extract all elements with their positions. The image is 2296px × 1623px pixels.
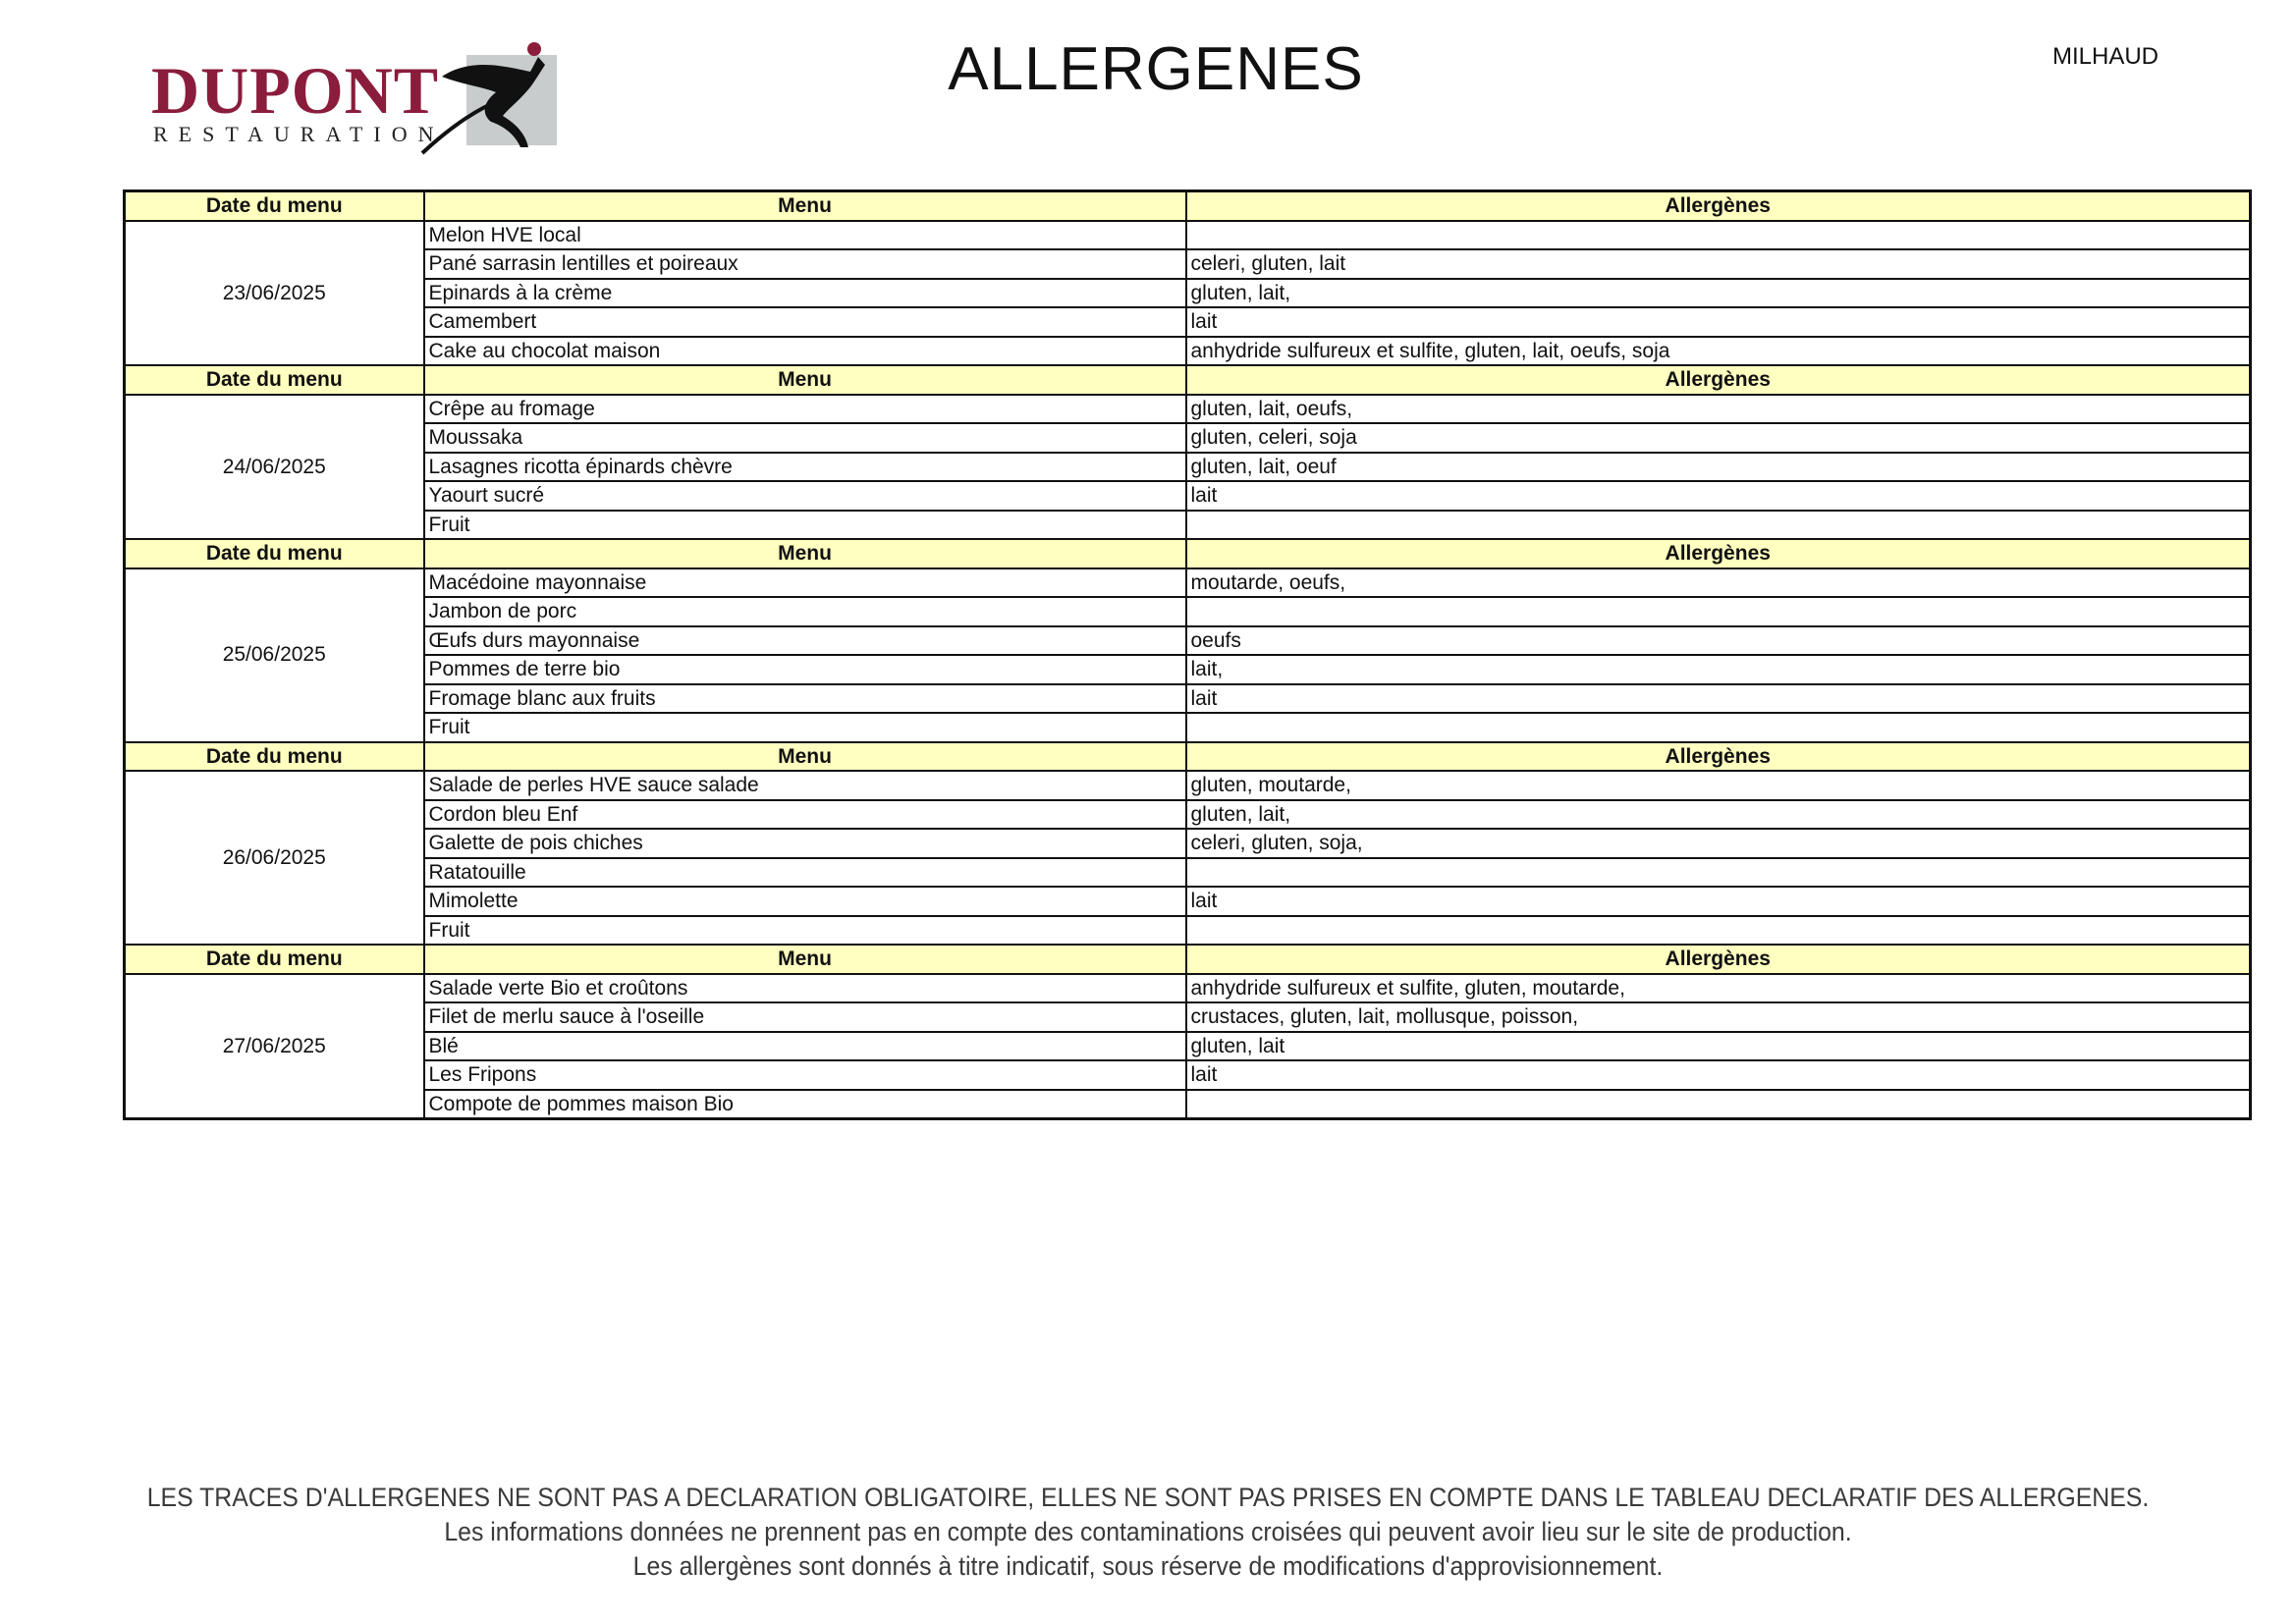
page-title: ALLERGENES	[948, 35, 1364, 103]
menu-allergens: gluten, lait	[1186, 1032, 2251, 1061]
table-row	[125, 221, 2251, 250]
menu-item: Les Fripons	[424, 1060, 1186, 1090]
table-row	[125, 337, 2251, 366]
logo-subtitle: RESTAURATION	[153, 122, 445, 146]
menu-allergens: crustaces, gluten, lait, mollusque, poisson,	[1186, 1002, 2251, 1032]
menu-allergens: lait	[1186, 307, 2251, 337]
menu-allergens	[1186, 1090, 2251, 1119]
header-allergens: Allergènes	[1186, 742, 2251, 772]
table-row	[125, 249, 2251, 279]
menu-allergens	[1186, 858, 2251, 888]
table-row	[125, 1060, 2251, 1090]
header-allergens: Allergènes	[1186, 539, 2251, 568]
header-menu: Menu	[424, 742, 1186, 772]
menu-allergens	[1186, 511, 2251, 540]
header-allergens: Allergènes	[1186, 945, 2251, 974]
menu-item: Salade de perles HVE sauce salade	[424, 771, 1186, 800]
menu-allergens: gluten, lait,	[1186, 800, 2251, 830]
menu-allergens: celeri, gluten, lait	[1186, 249, 2251, 279]
menu-allergens: lait	[1186, 887, 2251, 916]
menu-item: Epinards à la crème	[424, 279, 1186, 308]
header-menu: Menu	[424, 945, 1186, 974]
menu-allergens	[1186, 221, 2251, 250]
menu-item: Pané sarrasin lentilles et poireaux	[424, 249, 1186, 279]
menu-item: Blé	[424, 1032, 1186, 1061]
header-allergens: Allergènes	[1186, 365, 2251, 395]
footer-note-traces: LES TRACES D'ALLERGENES NE SONT PAS A DECLARATION OBLIGATOIRE, ELLES NE SONT PAS PRISES EN COMPTE DANS LE TABLEAU DECLARATIF DES ALLERGENES.	[146, 1483, 2150, 1512]
table-row	[125, 829, 2251, 858]
site-name: MILHAUD	[2052, 43, 2159, 70]
menu-allergens: celeri, gluten, soja,	[1186, 829, 2251, 858]
table-row	[125, 713, 2251, 742]
menu-item: Yaourt sucré	[424, 481, 1186, 511]
menu-allergens: lait	[1186, 684, 2251, 714]
table-header-row	[125, 365, 2251, 395]
table-row	[125, 800, 2251, 830]
table-row	[125, 626, 2251, 656]
header-menu: Menu	[424, 539, 1186, 568]
menu-item: Camembert	[424, 307, 1186, 337]
menu-item: Fruit	[424, 713, 1186, 742]
menu-item: Fromage blanc aux fruits	[424, 684, 1186, 714]
allergen-table	[123, 189, 2252, 1120]
menu-item: Filet de merlu sauce à l'oseille	[424, 1002, 1186, 1032]
header-menu: Menu	[424, 191, 1186, 221]
header-date: Date du menu	[125, 945, 424, 974]
table-row	[125, 597, 2251, 626]
menu-allergens	[1186, 713, 2251, 742]
menu-item: Fruit	[424, 916, 1186, 946]
table-row	[125, 916, 2251, 946]
header-date: Date du menu	[125, 539, 424, 568]
menu-date: 24/06/2025	[125, 395, 424, 540]
menu-item: Jambon de porc	[424, 597, 1186, 626]
menu-item: Cake au chocolat maison	[424, 337, 1186, 366]
table-header-row	[125, 539, 2251, 568]
menu-allergens: gluten, lait,	[1186, 279, 2251, 308]
header-allergens: Allergènes	[1186, 191, 2251, 221]
menu-date: 25/06/2025	[125, 568, 424, 742]
header-date: Date du menu	[125, 365, 424, 395]
table-header-row	[125, 742, 2251, 772]
menu-allergens: oeufs	[1186, 626, 2251, 656]
menu-allergens: moutarde, oeufs,	[1186, 568, 2251, 598]
menu-allergens	[1186, 916, 2251, 946]
table-row	[125, 511, 2251, 540]
header-date: Date du menu	[125, 191, 424, 221]
menu-allergens	[1186, 597, 2251, 626]
menu-item: Ratatouille	[424, 858, 1186, 888]
menu-item: Fruit	[424, 511, 1186, 540]
menu-allergens: lait,	[1186, 655, 2251, 684]
menu-date: 27/06/2025	[125, 974, 424, 1119]
table-header-row	[125, 945, 2251, 974]
menu-item: Mimolette	[424, 887, 1186, 916]
table-row	[125, 279, 2251, 308]
header-menu: Menu	[424, 365, 1186, 395]
menu-item: Compote de pommes maison Bio	[424, 1090, 1186, 1119]
menu-date: 26/06/2025	[125, 771, 424, 945]
menu-allergens: gluten, lait, oeuf	[1186, 453, 2251, 482]
menu-item: Cordon bleu Enf	[424, 800, 1186, 830]
menu-allergens: gluten, moutarde,	[1186, 771, 2251, 800]
table-row	[125, 1002, 2251, 1032]
table-row	[125, 771, 2251, 800]
table-row	[125, 307, 2251, 337]
menu-item: Melon HVE local	[424, 221, 1186, 250]
table-row	[125, 1090, 2251, 1119]
header-date: Date du menu	[125, 742, 424, 772]
table-row	[125, 481, 2251, 511]
menu-allergens: lait	[1186, 1060, 2251, 1090]
menu-item: Lasagnes ricotta épinards chèvre	[424, 453, 1186, 482]
table-row	[125, 423, 2251, 453]
logo-name: DUPONT	[151, 53, 440, 128]
menu-allergens: anhydride sulfureux et sulfite, gluten, lait, oeufs, soja	[1186, 337, 2251, 366]
table-row	[125, 887, 2251, 916]
menu-date: 23/06/2025	[125, 221, 424, 366]
table-row	[125, 655, 2251, 684]
table-header-row	[125, 191, 2251, 221]
menu-item: Galette de pois chiches	[424, 829, 1186, 858]
menu-item: Salade verte Bio et croûtons	[424, 974, 1186, 1003]
table-row	[125, 395, 2251, 424]
menu-allergens: gluten, celeri, soja	[1186, 423, 2251, 453]
footer-note-disclaimer: Les allergènes sont donnés à titre indicatif, sous réserve de modifications d'approvisionnement.	[632, 1551, 1664, 1581]
table-row	[125, 568, 2251, 598]
table-row	[125, 858, 2251, 888]
menu-allergens: gluten, lait, oeufs,	[1186, 395, 2251, 424]
menu-item: Crêpe au fromage	[424, 395, 1186, 424]
table-row	[125, 684, 2251, 714]
table-row	[125, 453, 2251, 482]
footer-note-contamination: Les informations données ne prennent pas en compte des contaminations croisées qui peuvent avoir lieu sur le site de production.	[444, 1517, 1852, 1546]
footer-notes	[0, 1481, 2296, 1584]
menu-item: Macédoine mayonnaise	[424, 568, 1186, 598]
menu-allergens: anhydride sulfureux et sulfite, gluten, moutarde,	[1186, 974, 2251, 1003]
menu-item: Œufs durs mayonnaise	[424, 626, 1186, 656]
menu-allergens: lait	[1186, 481, 2251, 511]
table-row	[125, 974, 2251, 1003]
menu-item: Pommes de terre bio	[424, 655, 1186, 684]
menu-item: Moussaka	[424, 423, 1186, 453]
table-row	[125, 1032, 2251, 1061]
